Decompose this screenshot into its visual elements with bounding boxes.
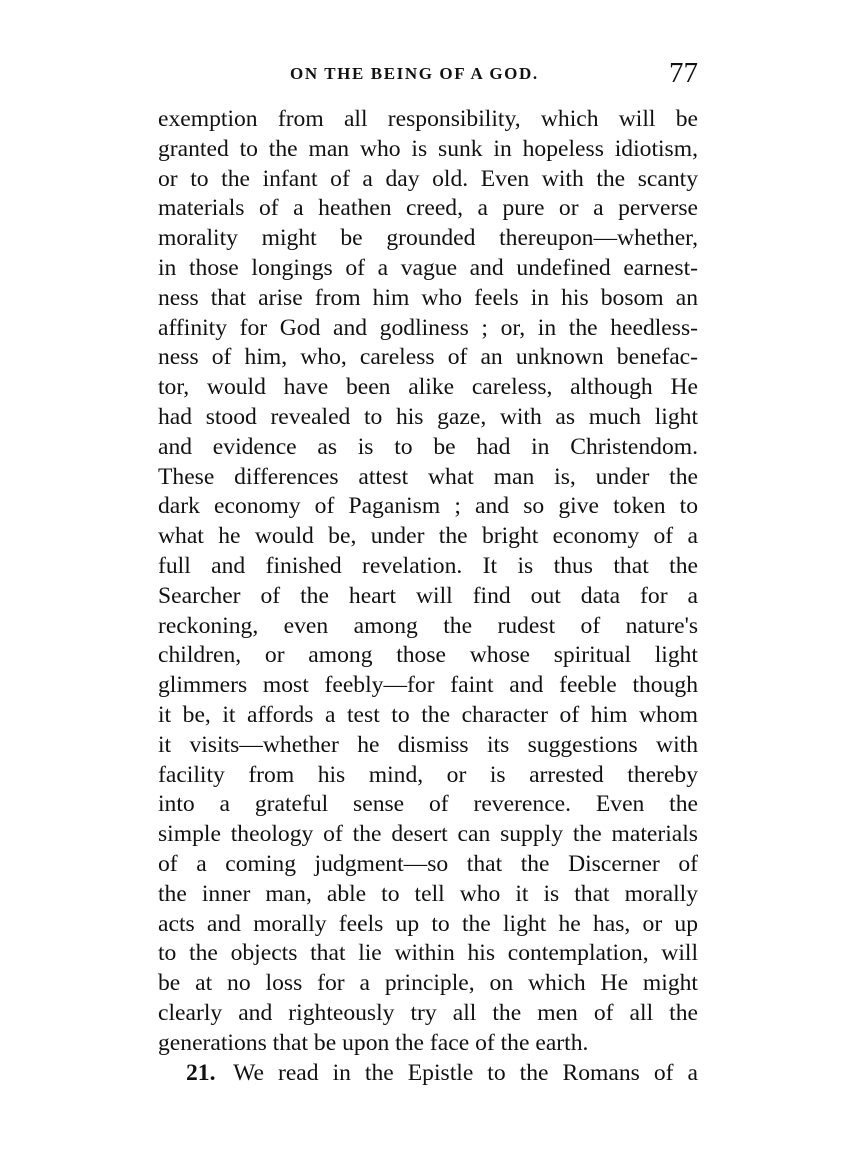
page-number: 77 (669, 57, 698, 89)
text-line: morality might be grounded thereupon—whether, (158, 225, 698, 252)
paragraph-21-first-line (158, 1059, 698, 1089)
running-head (158, 56, 698, 96)
text-line: and evidence as is to be had in Christendom. (158, 433, 698, 460)
text-line: Searcher of the heart will find out data for a (158, 582, 698, 609)
running-title: ON THE BEING OF A GOD. (290, 64, 539, 83)
text-line: acts and morally feels up to the light he has, or up (158, 910, 698, 937)
text-line: in those longings of a vague and undefined earnest- (158, 254, 698, 281)
text-line: of a coming judgment—so that the Discerner of (158, 850, 698, 877)
text-line: exemption from all responsibility, which will be (158, 106, 698, 132)
paragraph-number: 21. (186, 1059, 216, 1086)
text-line: glimmers most feebly—for faint and feeble though (158, 672, 698, 699)
text-line: clearly and righteously try all the men of all the (158, 999, 698, 1026)
text-line: facility from his mind, or is arrested thereby (158, 761, 698, 788)
text-line: These differences attest what man is, under the (158, 463, 698, 490)
text-line: granted to the man who is sunk in hopeless idiotism, (158, 135, 698, 162)
text-line: generations that be upon the face of the earth. (158, 1029, 589, 1056)
paragraph-text: We read in the Epistle to the Romans of a (233, 1059, 698, 1086)
text-line: materials of a heathen creed, a pure or a perverse (158, 195, 698, 222)
text-line: the inner man, able to tell who it is that morally (158, 880, 698, 907)
text-line: ness of him, who, careless of an unknown benefac- (158, 344, 698, 371)
text-line: or to the infant of a day old. Even with the scanty (158, 165, 698, 192)
paragraph-continuation (158, 105, 698, 1059)
text-line: dark economy of Paganism ; and so give token to (158, 493, 698, 520)
text-line: into a grateful sense of reverence. Even the (158, 791, 698, 818)
text-line: ness that arise from him who feels in his bosom an (158, 284, 698, 311)
text-line: full and finished revelation. It is thus that the (158, 552, 698, 579)
text-line: be at no loss for a principle, on which He might (158, 970, 698, 997)
text-line: what he would be, under the bright economy of a (158, 523, 698, 550)
body-text (158, 105, 698, 1088)
text-line: simple theology of the desert can supply the materials (158, 821, 698, 848)
text-line: it visits—whether he dismiss its suggestions with (158, 731, 698, 758)
text-line: affinity for God and godliness ; or, in the heedless- (158, 314, 698, 341)
text-line: tor, would have been alike careless, although He (158, 374, 698, 401)
text-line: it be, it affords a test to the character of him whom (158, 701, 698, 728)
text-line: reckoning, even among the rudest of nature's (158, 612, 698, 639)
text-line: to the objects that lie within his contemplation, will (158, 940, 698, 967)
text-line: children, or among those whose spiritual light (158, 642, 698, 669)
text-line: had stood revealed to his gaze, with as much light (158, 403, 698, 430)
